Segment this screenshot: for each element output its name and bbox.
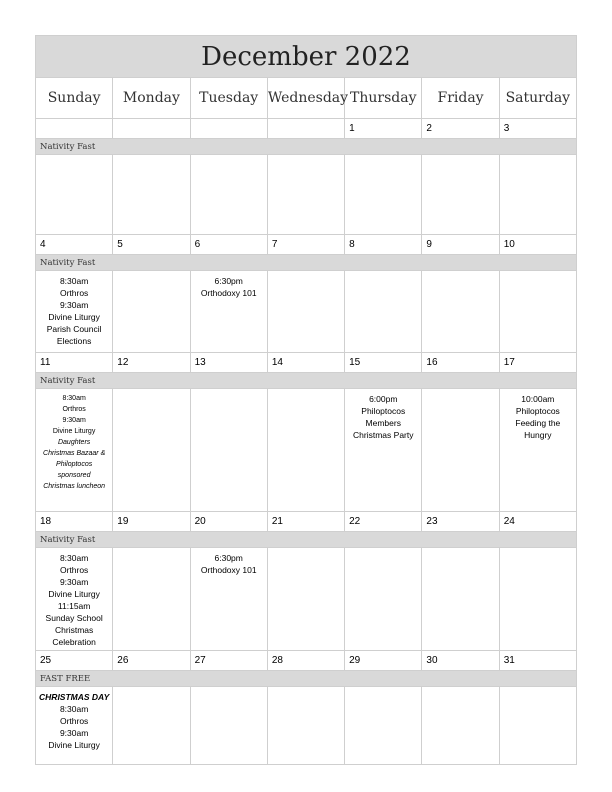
day-events-wednesday — [267, 389, 344, 512]
month-title: December 2022 — [36, 36, 577, 78]
week-3-events-row — [36, 389, 577, 512]
event-line: Members — [365, 418, 401, 428]
event-line: 9:30am — [59, 577, 89, 587]
date-number-23: 23 — [422, 512, 499, 532]
event-line: Orthros — [59, 288, 89, 298]
date-number-24: 24 — [499, 512, 576, 532]
event-line: Philoptocos — [361, 406, 406, 416]
date-number-15: 15 — [345, 353, 422, 373]
date-number-11: 11 — [36, 353, 113, 373]
weekday-monday: Monday — [113, 78, 190, 119]
date-number-3: 3 — [499, 119, 576, 139]
event-line: Christmas Bazaar & — [43, 450, 106, 457]
day-events-monday — [113, 687, 190, 765]
weekday-thursday: Thursday — [345, 78, 422, 119]
event-line: Feeding the — [515, 418, 561, 428]
day-events-sunday — [36, 389, 113, 512]
fast-band: Nativity Fast — [36, 532, 577, 548]
date-number-empty-tuesday — [190, 119, 267, 139]
day-events-friday — [422, 687, 499, 765]
day-events-saturday — [499, 687, 576, 765]
event-line: Christmas Party — [353, 430, 414, 440]
day-events-sunday — [36, 687, 113, 765]
date-number-12: 12 — [113, 353, 190, 373]
date-number-empty-sunday — [36, 119, 113, 139]
date-number-25: 25 — [36, 651, 113, 671]
date-number-21: 21 — [267, 512, 344, 532]
date-number-28: 28 — [267, 651, 344, 671]
event-line: Philoptocos — [56, 461, 93, 468]
date-number-22: 22 — [345, 512, 422, 532]
date-number-30: 30 — [422, 651, 499, 671]
event-line: Hungry — [524, 430, 552, 440]
event-line: 6:30pm — [214, 276, 243, 286]
day-events-monday — [113, 548, 190, 651]
day-events-friday — [422, 548, 499, 651]
event-line: 8:30am — [59, 276, 89, 286]
date-number-9: 9 — [422, 235, 499, 255]
week-2-events-row — [36, 271, 577, 353]
event-line: Orthros — [59, 565, 89, 575]
day-events-wednesday — [267, 155, 344, 235]
fast-band: FAST FREE — [36, 671, 577, 687]
event-line: 8:30am — [59, 704, 89, 714]
event-line: sponsored — [57, 472, 91, 479]
date-number-2: 2 — [422, 119, 499, 139]
event-line: Christmas luncheon — [43, 483, 106, 490]
day-events-tuesday — [190, 687, 267, 765]
weekday-header-row — [36, 78, 577, 119]
event-line: 11:15am — [57, 601, 91, 611]
day-events-friday — [422, 155, 499, 235]
date-number-5: 5 — [113, 235, 190, 255]
week-2-date-row — [36, 235, 577, 255]
week-5-date-row — [36, 651, 577, 671]
day-events-thursday — [345, 389, 422, 512]
event-line: Divine Liturgy — [48, 312, 100, 322]
event-line: 9:30am — [59, 300, 89, 310]
event-line: CHRISTMAS DAY — [39, 692, 110, 702]
day-events-tuesday — [190, 548, 267, 651]
date-number-7: 7 — [267, 235, 344, 255]
day-events-wednesday — [267, 548, 344, 651]
date-number-31: 31 — [499, 651, 576, 671]
week-1-events-row — [36, 155, 577, 235]
date-number-empty-wednesday — [267, 119, 344, 139]
day-events-thursday — [345, 155, 422, 235]
event-line: 10:00am — [521, 394, 555, 404]
calendar-table — [35, 35, 577, 765]
event-line: Philoptocos — [515, 406, 560, 416]
date-number-14: 14 — [267, 353, 344, 373]
event-line: Divine Liturgy — [48, 589, 100, 599]
day-events-thursday — [345, 548, 422, 651]
date-number-4: 4 — [36, 235, 113, 255]
event-line: Orthros — [62, 406, 86, 413]
day-events-saturday — [499, 389, 576, 512]
date-number-16: 16 — [422, 353, 499, 373]
day-events-friday — [422, 389, 499, 512]
day-events-tuesday — [190, 271, 267, 353]
date-number-6: 6 — [190, 235, 267, 255]
date-number-29: 29 — [345, 651, 422, 671]
fast-band: Nativity Fast — [36, 255, 577, 271]
event-line: Divine Liturgy — [52, 428, 96, 435]
date-number-18: 18 — [36, 512, 113, 532]
event-line: Daughters — [57, 439, 91, 446]
event-line: Elections — [56, 336, 92, 346]
event-line: Divine Liturgy — [48, 740, 100, 750]
weekday-friday: Friday — [422, 78, 499, 119]
date-number-1: 1 — [345, 119, 422, 139]
event-line: Christmas — [55, 625, 94, 635]
weekday-sunday: Sunday — [36, 78, 113, 119]
event-line: Orthodoxy 101 — [200, 565, 257, 575]
week-4-date-row — [36, 512, 577, 532]
date-number-27: 27 — [190, 651, 267, 671]
week-3-date-row — [36, 353, 577, 373]
date-number-26: 26 — [113, 651, 190, 671]
day-events-wednesday — [267, 271, 344, 353]
event-line: 9:30am — [59, 728, 89, 738]
weekday-wednesday: Wednesday — [267, 78, 344, 119]
event-line: 6:30pm — [214, 553, 243, 563]
day-events-sunday — [36, 155, 113, 235]
week-5-events-row — [36, 687, 577, 765]
event-line: Celebration — [52, 637, 96, 647]
day-events-thursday — [345, 687, 422, 765]
day-events-monday — [113, 389, 190, 512]
weekday-tuesday: Tuesday — [190, 78, 267, 119]
event-line: Parish Council — [46, 324, 102, 334]
day-events-monday — [113, 155, 190, 235]
day-events-thursday — [345, 271, 422, 353]
event-line: Orthros — [59, 716, 89, 726]
day-events-saturday — [499, 548, 576, 651]
day-events-saturday — [499, 271, 576, 353]
day-events-sunday — [36, 548, 113, 651]
day-events-monday — [113, 271, 190, 353]
date-number-10: 10 — [499, 235, 576, 255]
fast-band: Nativity Fast — [36, 139, 577, 155]
week-4-events-row — [36, 548, 577, 651]
date-number-empty-monday — [113, 119, 190, 139]
day-events-tuesday — [190, 155, 267, 235]
event-line: 8:30am — [62, 395, 86, 402]
day-events-saturday — [499, 155, 576, 235]
event-line: Sunday School — [45, 613, 103, 623]
day-events-wednesday — [267, 687, 344, 765]
date-number-20: 20 — [190, 512, 267, 532]
date-number-19: 19 — [113, 512, 190, 532]
weekday-saturday: Saturday — [499, 78, 576, 119]
date-number-13: 13 — [190, 353, 267, 373]
event-line: 9:30am — [62, 417, 86, 424]
date-number-8: 8 — [345, 235, 422, 255]
event-line: 8:30am — [59, 553, 89, 563]
day-events-sunday — [36, 271, 113, 353]
day-events-tuesday — [190, 389, 267, 512]
event-line: Orthodoxy 101 — [200, 288, 257, 298]
fast-band: Nativity Fast — [36, 373, 577, 389]
week-1-date-row — [36, 119, 577, 139]
day-events-friday — [422, 271, 499, 353]
event-line: 6:00pm — [369, 394, 398, 404]
date-number-17: 17 — [499, 353, 576, 373]
